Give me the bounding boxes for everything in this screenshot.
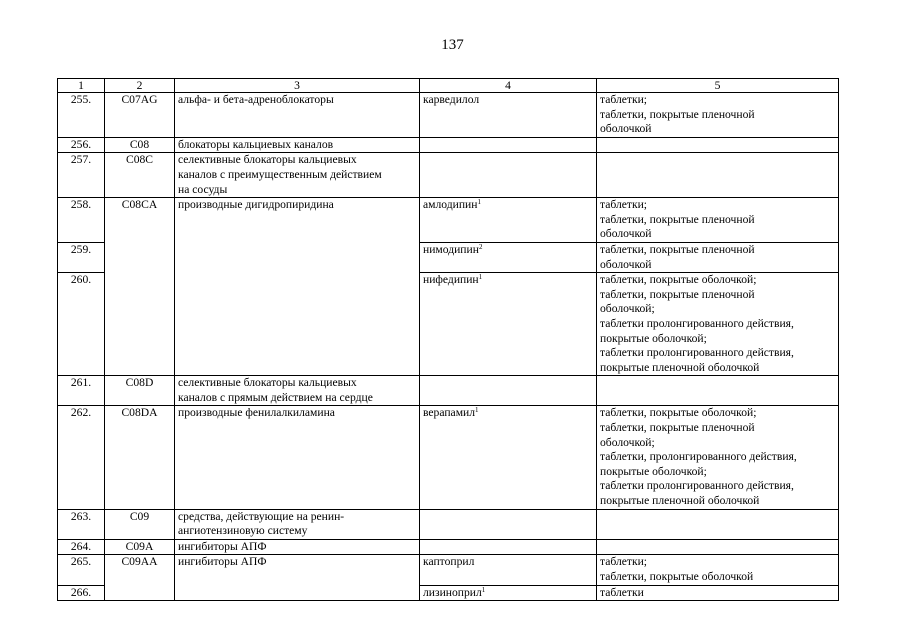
anatomical-therapeutic-group: производные фенилалкиламина [175,406,420,509]
atc-code: C09A [105,539,175,555]
atc-code: C09AA [105,555,175,601]
column-header: 3 [175,79,420,93]
drug-list-table [57,78,839,601]
atc-code: C08CA [105,198,175,376]
anatomical-therapeutic-group: альфа- и бета-адреноблокаторы [175,93,420,138]
table-row [58,93,839,138]
dosage-form: таблетки; таблетки, покрытые пленочной оболочкой [597,198,839,243]
drug-name-text: верапамил [423,406,476,420]
footnote-marker: 1 [475,406,479,415]
atc-code: C07AG [105,93,175,138]
drug-name-text: нимодипин [423,242,479,256]
row-number: 264. [58,539,105,555]
table-row [58,539,839,555]
row-number: 263. [58,509,105,539]
footnote-marker: 1 [478,273,483,282]
atc-code: C08D [105,376,175,406]
anatomical-therapeutic-group: селективные блокаторы кальциевых каналов с преимущественным действием на сосуды [175,153,420,198]
table-row [58,376,839,406]
drug-name [420,539,597,555]
page-number: 137 [441,37,464,53]
dosage-form [597,137,839,153]
table-row [58,555,839,585]
dosage-form [597,509,839,539]
drug-name [420,585,597,601]
dosage-form [597,376,839,406]
drug-name-text: нифедипин [423,273,479,287]
atc-code: C09 [105,509,175,539]
row-number: 260. [58,273,105,376]
dosage-form: таблетки; таблетки, покрытые пленочной оболочкой [597,93,839,138]
drug-name [420,198,597,243]
footnote-marker: 1 [481,585,486,594]
dosage-form [597,153,839,198]
row-number: 257. [58,153,105,198]
drug-name-text: каптоприл [423,555,475,569]
anatomical-therapeutic-group: ингибиторы АПФ [175,539,420,555]
table-row [58,153,839,198]
row-number: 262. [58,406,105,509]
drug-name [420,376,597,406]
drug-name [420,137,597,153]
column-header: 2 [105,79,175,93]
table-row [58,406,839,509]
column-header: 5 [597,79,839,93]
drug-name-text: амлодипин [423,198,478,212]
row-number: 258. [58,198,105,243]
drug-name [420,153,597,198]
atc-code: C08DA [105,406,175,509]
drug-name [420,242,597,272]
row-number: 256. [58,137,105,153]
drug-name [420,273,597,376]
dosage-form: таблетки; таблетки, покрытые оболочкой [597,555,839,585]
dosage-form: таблетки, покрытые оболочкой; таблетки, покрытые пленочной оболочкой; таблетки, пролонгированного действия, покрытые оболочкой; таблетки пролонгированного действия, покрытые пленочной оболочкой [597,406,839,509]
dosage-form: таблетки, покрытые оболочкой; таблетки, покрытые пленочной оболочкой; таблетки пролонгированного действия, покрытые оболочкой; таблетки пролонгированного действия, покрытые пленочной оболочкой [597,273,839,376]
row-number: 255. [58,93,105,138]
table-row [58,509,839,539]
drug-name [420,406,597,509]
drug-name-text: лизиноприл [423,585,482,599]
atc-code: C08C [105,153,175,198]
drug-name-text: карведилол [423,93,480,106]
drug-name [420,509,597,539]
row-number: 261. [58,376,105,406]
table-row [58,137,839,153]
row-number: 266. [58,585,105,601]
dosage-form: таблетки, покрытые пленочной оболочкой [597,242,839,272]
anatomical-therapeutic-group: селективные блокаторы кальциевых каналов с прямым действием на сердце [175,376,420,406]
anatomical-therapeutic-group: ингибиторы АПФ [175,555,420,601]
anatomical-therapeutic-group: средства, действующие на ренин- ангиотензиновую систему [175,509,420,539]
atc-code: C08 [105,137,175,153]
table-header-row [58,79,839,93]
drug-name [420,555,597,585]
row-number: 259. [58,242,105,272]
anatomical-therapeutic-group: блокаторы кальциевых каналов [175,137,420,153]
footnote-marker: 2 [478,242,483,251]
column-header: 4 [420,79,597,93]
drug-name [420,93,597,138]
anatomical-therapeutic-group: производные дигидропиридина [175,198,420,376]
table-row [58,198,839,243]
footnote-marker: 1 [477,198,481,207]
dosage-form [597,539,839,555]
dosage-form: таблетки [597,585,839,601]
row-number: 265. [58,555,105,585]
column-header: 1 [58,79,105,93]
